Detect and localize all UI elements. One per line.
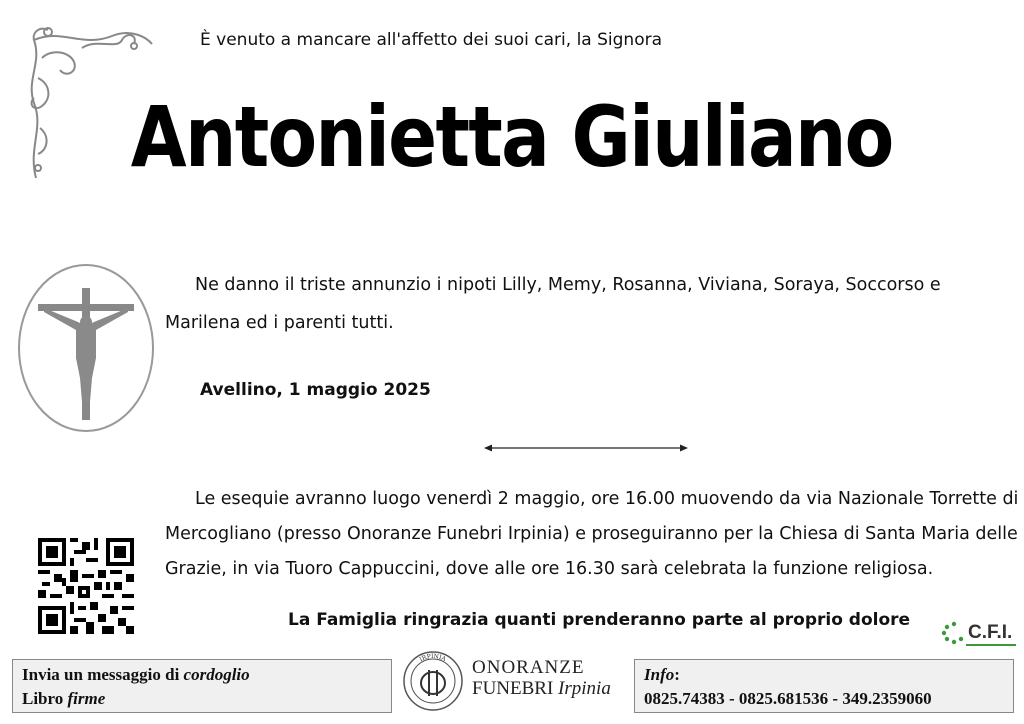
info-colon: :: [674, 665, 680, 684]
send-condolence-prefix: Invia un messaggio di: [22, 665, 184, 684]
deceased-name: Antonietta Giuliano: [130, 88, 893, 186]
qr-code-icon[interactable]: [38, 538, 134, 634]
info-label-line: [635, 663, 1013, 687]
arrow-divider-icon: [482, 442, 690, 454]
logo-line1: ONORANZE: [472, 657, 585, 678]
place-date: Avellino, 1 maggio 2025: [200, 380, 431, 400]
info-box: [634, 659, 1014, 713]
cfi-logo-icon: [940, 620, 968, 646]
cfi-logo-text: C.F.I.: [968, 622, 1013, 643]
phone-numbers[interactable]: 0825.74383 - 0825.681536 - 349.2359060: [644, 689, 932, 708]
announcement-text: Ne danno il triste annunzio i nipoti Lilly, Memy, Rosanna, Viviana, Soraya, Soccorso e Marilena ed i parenti tutti.: [165, 275, 941, 333]
guestbook-prefix: Libro: [22, 689, 68, 708]
info-label: Info: [644, 665, 675, 684]
thanks-text: La Famiglia ringrazia quanti prenderanno parte al proprio dolore: [288, 610, 911, 630]
seal-logo-icon: [402, 648, 464, 714]
guestbook-link[interactable]: [13, 687, 391, 711]
intro-text: È venuto a mancare all'affetto dei suoi cari, la Signora: [200, 30, 663, 50]
logo-line2-italic: Irpinia: [558, 678, 611, 699]
logo-line2-prefix: FUNEBRI: [472, 678, 559, 699]
cfi-underline: [966, 644, 1016, 646]
logo-line2: [472, 678, 611, 700]
funeral-text: Le esequie avranno luogo venerdì 2 maggio, ore 16.00 muovendo da via Nazionale Torrette di Mercogliano (presso Onoranze Funebri Irpinia) e proseguiranno per la Chiesa di Santa Maria delle Grazie, in via Tuoro Cappuccini, dove alle ore 16.30 sarà celebrata la funzione religiosa.: [165, 489, 1019, 579]
seal-text: IRPINIA: [418, 652, 448, 664]
condolence-box[interactable]: [12, 659, 392, 713]
send-condolence-italic: cordoglio: [183, 665, 250, 684]
send-condolence-link[interactable]: [13, 663, 391, 687]
crucifix-icon: [16, 262, 156, 434]
guestbook-italic: firme: [67, 689, 106, 708]
